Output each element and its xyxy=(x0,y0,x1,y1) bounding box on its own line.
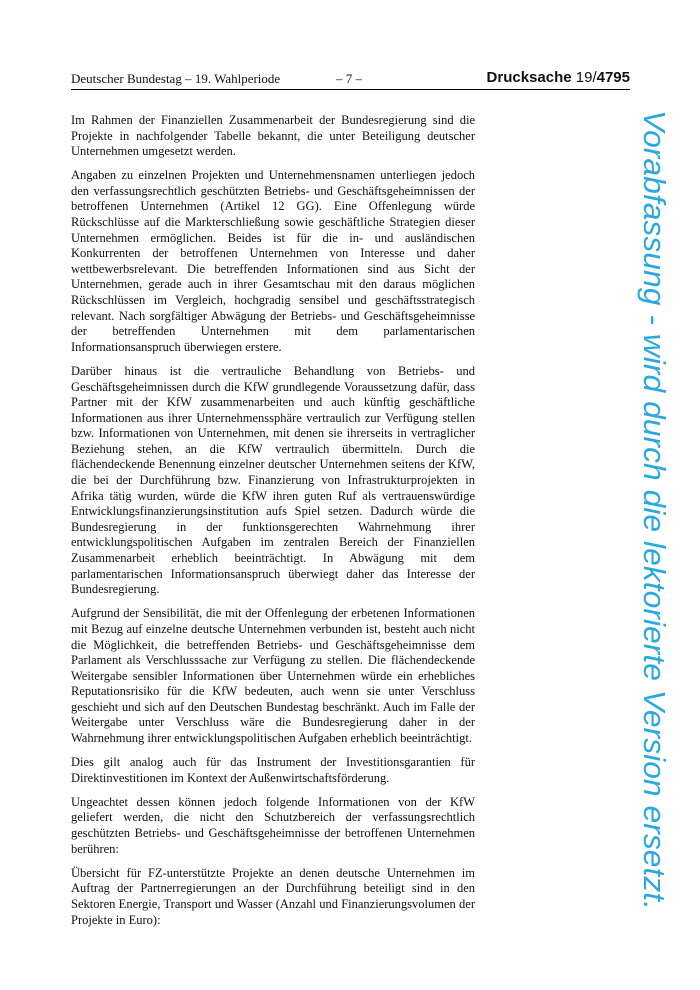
parliament-period: Deutscher Bundestag – 19. Wahlperiode xyxy=(71,71,281,86)
draft-watermark xyxy=(636,110,686,910)
paragraph: Angaben zu einzelnen Projekten und Unternehmensnamen unterliegen jedoch den verfassungsrechtlich geschützten Betriebs- und Geschäftsgeheimnissen der betroffenen Unternehmen (Artikel 12 GG). Eine Offenlegung würde Rückschlüsse auf die Markterschließung sowie geschäftliche Strategien dieser Unternehmen ermöglichen. Beides ist für die in- und ausländischen Konkurrenten der betroffenen Unternehmen von Interesse und daher wettbewerbsrelevant. Die betreffenden Informationen sind aus Sicht der Unternehmen, gerade auch in ihrer Gesamtschau mit den daraus möglichen Rückschlüssen im Vergleich, hochgradig sensibel und geschäftsstrategisch relevant. Nach sorgfältiger Abwägung der Betriebs- und Geschäftsgeheimnisse der betreffenden Unternehmen mit dem parlamentarischen Informationsanspruch überwiegen erstere. xyxy=(71,168,475,354)
page-number: – 7 – xyxy=(336,71,362,86)
document-number-prefix: 19/ xyxy=(575,69,597,86)
paragraph: Dies gilt analog auch für das Instrument der Investitionsgarantien für Direktinvestitionen im Kontext der Außenwirtschaftsförderung. xyxy=(71,755,475,785)
paragraph: Im Rahmen der Finanziellen Zusammenarbeit der Bundesregierung sind die Projekte in nachfolgender Tabelle bekannt, die unter Beteiligung deutscher Unternehmen umgesetzt werden. xyxy=(71,113,475,159)
watermark-text: Vorabfassung - wird durch die lektorierte Version ersetzt. xyxy=(637,110,672,889)
paragraph: Aufgrund der Sensibilität, die mit der Offenlegung der erbetenen Informationen mit Bezug auf einzelne deutsche Unternehmen verbunden ist, besteht auch nicht die Möglichkeit, die betreffenden Betriebs- und Geschäftsgeheimnisse dem Parlament als Verschlusssache zur Verfügung zu stellen. Die flächendeckende Weitergabe sensibler Informationen über Unternehmen würde ein erhebliches Reputationsrisiko für die KfW bedeuten, auch wenn sie unter Verschluss geschieht und sich auf den Deutschen Bundestag beschränkt. Auch im Falle der Weitergabe unter Verschluss wäre die Bundesregierung daher in der Wahrnehmung ihrer entwicklungspolitischen Aufgaben erheblich beeinträchtigt. xyxy=(71,606,475,746)
document-number xyxy=(487,69,630,86)
body-text xyxy=(71,113,475,937)
paragraph: Darüber hinaus ist die vertrauliche Behandlung von Betriebs- und Geschäftsgeheimnissen durch die KfW grundlegende Voraussetzung dafür, dass Partner mit der KfW zusammenarbeiten und auch künftig geschäftliche Informationen aus ihrer Unternehmenssphäre vertraulich zur Verfügung stellen bzw. Informationen von Unternehmen, mit denen sie ihrerseits in vertraglicher Beziehung stehen, an die KfW vertraulich übermitteln. Durch die flächendeckende Benennung einzelner deutscher Unternehmen seitens der KfW, die bei der Durchführung bzw. Finanzierung von Infrastrukturprojekten in Afrika tätig wurden, würde die KfW ihren guten Ruf als vertrauenswürdige Entwicklungsfinanzierungsinstitution aufs Spiel setzen. Dadurch würde die Bundesregierung in der funktionsgerechten Wahrnehmung ihrer entwicklungspolitischen Aufgaben im zentralen Bereich der Finanziellen Zusammenarbeit erheblich beeinträchtigt. In Abwägung mit dem parlamentarischen Informationsanspruch überwiegt daher das Interesse der Bundesregierung. xyxy=(71,363,475,597)
paragraph: Ungeachtet dessen können jedoch folgende Informationen von der KfW geliefert werden, die nicht den Schutzbereich der verfassungsrechtlich geschützten Betriebs- und Geschäftsgeheimnisse der betroffenen Unternehmen berühren: xyxy=(71,794,475,856)
document-label: Drucksache xyxy=(486,69,572,86)
document-number-bold: 4795 xyxy=(596,69,630,86)
page-header xyxy=(71,69,630,90)
paragraph: Übersicht für FZ-unterstützte Projekte an denen deutsche Unternehmen im Auftrag der Partnerregierungen an der Durchführung beteiligt sind in den Sektoren Energie, Transport und Wasser (Anzahl und Finanzierungsvolumen der Projekte in Euro): xyxy=(71,865,475,927)
